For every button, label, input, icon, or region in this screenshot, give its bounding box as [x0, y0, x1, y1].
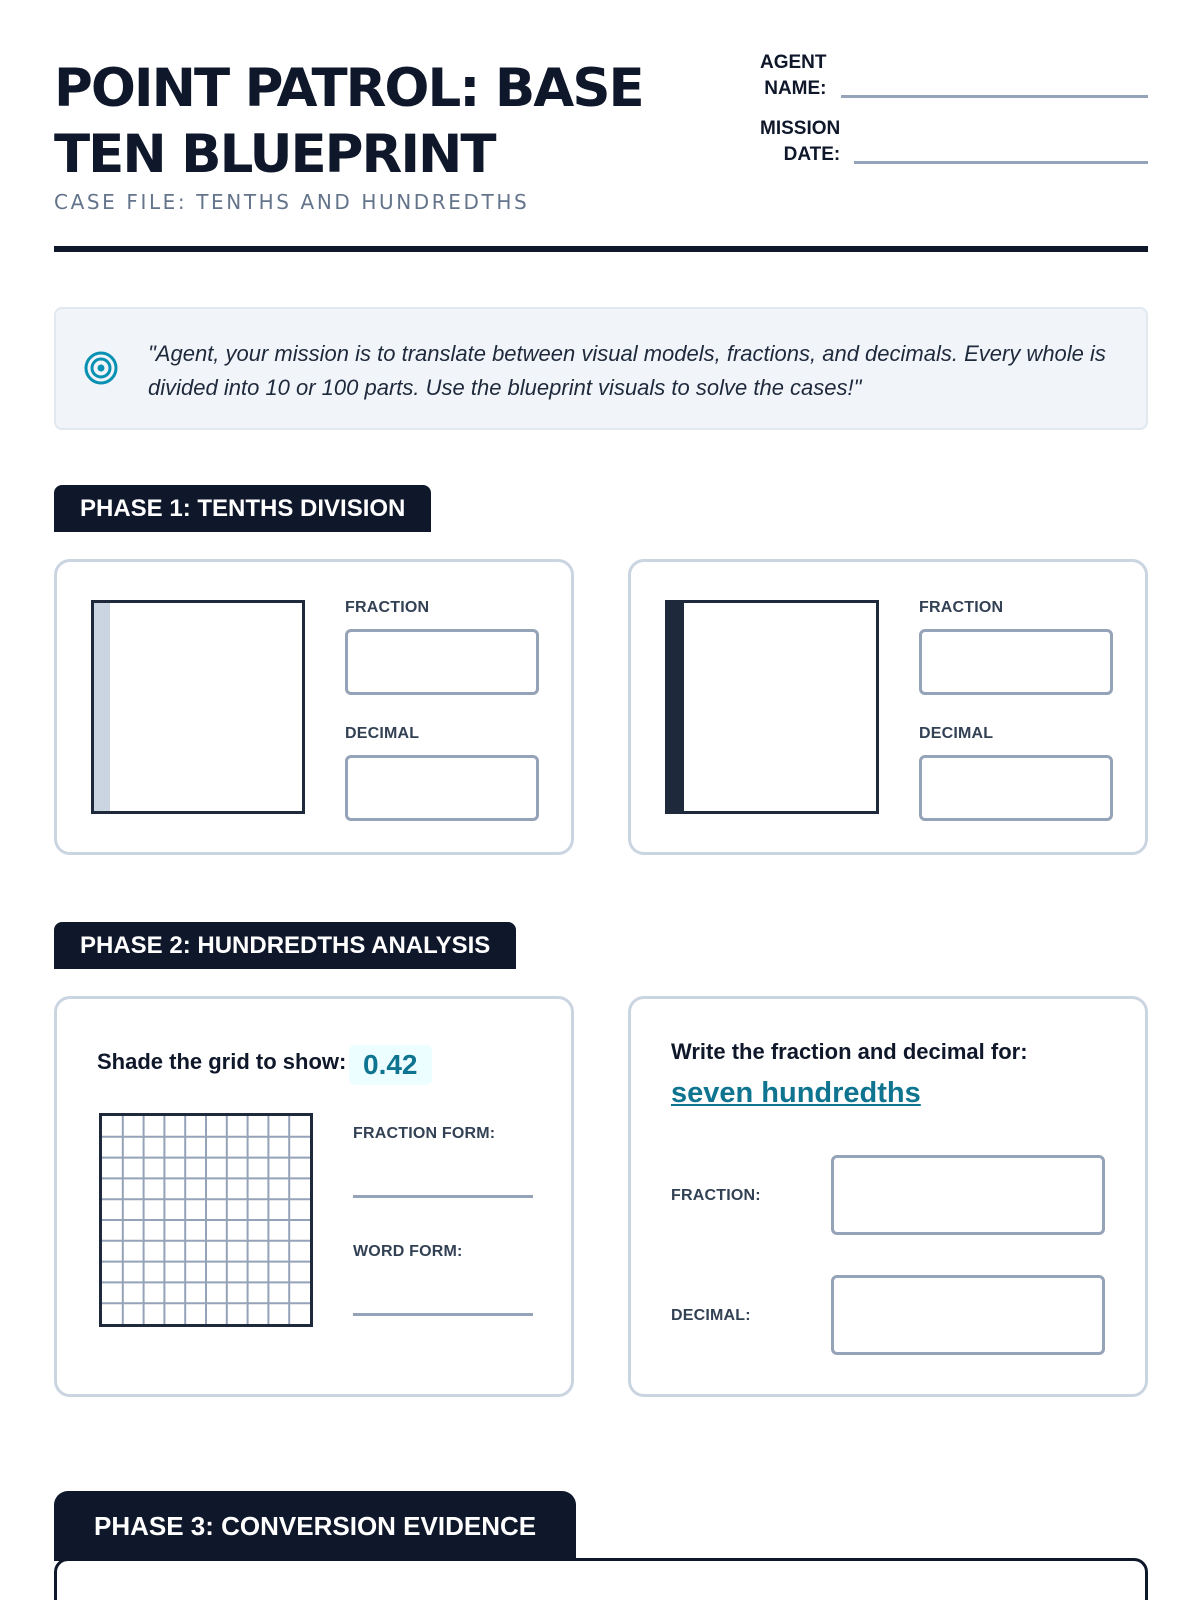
target-decimal: 0.42 [349, 1045, 432, 1085]
header-divider [54, 246, 1148, 252]
word-form-label: WORD FORM: [353, 1243, 463, 1260]
mission-date-row [760, 116, 1148, 168]
tenths-card-2 [628, 559, 1148, 855]
fraction-input[interactable] [345, 629, 539, 695]
agent-name-row [760, 50, 1148, 102]
conversion-evidence-card [54, 1558, 1148, 1600]
tenths-card-1 [54, 559, 574, 855]
fraction-form-line[interactable] [353, 1195, 533, 1198]
tenths-shaded-part [668, 603, 684, 811]
mission-briefing-text: "Agent, your mission is to translate between visual models, fractions, and decimals. Every whole is divided into 10 or 100 parts. Use the blueprint visuals to solve the cases!" [148, 341, 1106, 400]
fraction-label: FRACTION [919, 599, 1004, 616]
mission-date-field[interactable] [854, 161, 1148, 164]
write-prompt: Write the fraction and decimal for: [671, 1039, 1028, 1064]
fraction-input[interactable] [919, 629, 1113, 695]
tenths-model [91, 600, 305, 814]
hundredths-shade-card [54, 996, 574, 1397]
hundredths-write-card [628, 996, 1148, 1397]
target-icon [84, 351, 118, 385]
decimal-input[interactable] [345, 755, 539, 821]
decimal-input[interactable] [831, 1275, 1105, 1355]
agent-name-label: AGENT NAME: [760, 52, 827, 99]
word-form-line[interactable] [353, 1313, 533, 1316]
agent-fields [760, 50, 1148, 182]
hundredths-grid[interactable] [99, 1113, 313, 1327]
mission-briefing [54, 307, 1148, 430]
fraction-label: FRACTION: [671, 1187, 761, 1204]
phase3-header: PHASE 3: CONVERSION EVIDENCE [54, 1491, 576, 1561]
decimal-label: DECIMAL: [671, 1307, 751, 1324]
tenths-shaded-part [94, 603, 110, 811]
page-subtitle: CASE FILE: TENTHS AND HUNDREDTHS [54, 190, 530, 214]
shade-prompt: Shade the grid to show: [97, 1049, 347, 1074]
mission-date-label: MISSION DATE: [760, 118, 841, 165]
decimal-label: DECIMAL [919, 725, 994, 742]
word-target: seven hundredths [671, 1077, 921, 1109]
page-title: POINT PATROL: BASE TEN BLUEPRINT [54, 58, 643, 185]
fraction-label: FRACTION [345, 599, 430, 616]
tenths-model [665, 600, 879, 814]
fraction-input[interactable] [831, 1155, 1105, 1235]
agent-name-field[interactable] [841, 95, 1149, 98]
fraction-form-label: FRACTION FORM: [353, 1125, 496, 1142]
phase1-header: PHASE 1: TENTHS DIVISION [54, 485, 431, 532]
phase2-header: PHASE 2: HUNDREDTHS ANALYSIS [54, 922, 516, 969]
decimal-input[interactable] [919, 755, 1113, 821]
decimal-label: DECIMAL [345, 725, 420, 742]
